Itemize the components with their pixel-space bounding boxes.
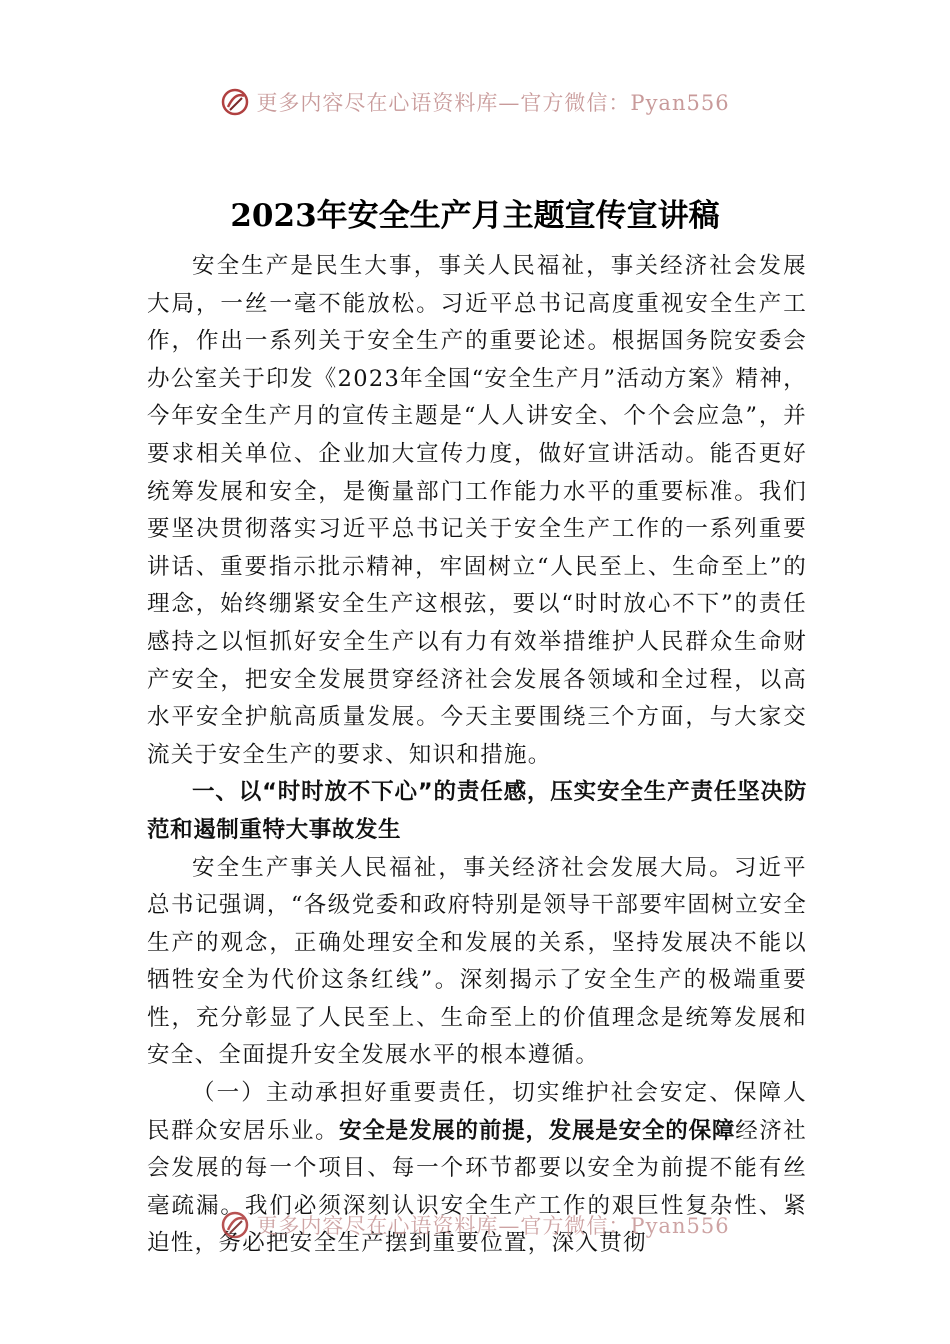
watermark-text: 更多内容尽在心语资料库—官方微信：Pyan556 [256,91,730,115]
watermark-text: 更多内容尽在心语资料库—官方微信：Pyan556 [256,1214,730,1238]
subsection-rest: 经济社会发展的每一个项目、每一个环节都要以安全为前提不能有丝毫疏漏。我们必须深刻认识安全生产工作的艰巨性复杂性、紧迫性，务必把安全生产摆到重要位置，深入贯彻 [147,1117,807,1257]
logo-icon [220,1210,250,1240]
watermark-header [0,82,950,122]
subsection-lead: （一）主动承担好重要责任，切实维护社会安定、保障人民群众安居乐业。 [147,1080,807,1144]
logo-icon [220,87,250,117]
document-title: 2023年安全生产月主题宣传宣讲稿 [230,198,720,234]
paragraph-section1: 安全生产事关人民福祉，事关经济社会发展大局。习近平总书记强调，“各级党委和政府特别是领导干部要牢固树立安全生产的观念，正确处理安全和发展的关系，坚持发展决不能以牺牲安全为代价这条红线”。深刻揭示了安全生产的极端重要性，充分彰显了人民至上、生命至上的价值理念是统筹发展和安全、全面提升安全发展水平的根本遵循。 [147,854,807,1069]
section-heading-1: 一、以“时时放不下心”的责任感，压实安全生产责任坚决防范和遏制重特大事故发生 [147,779,807,843]
bold-emphasis: 安全是发展的前提，发展是安全的保障 [339,1117,736,1144]
paragraph-intro: 安全生产是民生大事，事关人民福祉，事关经济社会发展大局，一丝一毫不能放松。习近平总书记高度重视安全生产工作，作出一系列关于安全生产的重要论述。根据国务院安委会办公室关于印发《2023年全国“安全生产月”活动方案》精神，今年安全生产月的宣传主题是“人人讲安全、个个会应急”，并要求相关单位、企业加大宣传力度，做好宣讲活动。能否更好统筹发展和安全，是衡量部门工作能力水平的重要标准。我们要坚决贯彻落实习近平总书记关于安全生产工作的一系列重要讲话、重要指示批示精神，牢固树立“人民至上、生命至上”的理念，始终绷紧安全生产这根弦，要以“时时放心不下”的责任感持之以恒抓好安全生产以有力有效举措维护人民群众生命财产安全，把安全发展贯穿经济社会发展各领域和全过程，以高水平安全护航高质量发展。今天主要围绕三个方面，与大家交流关于安全生产的要求、知识和措施。 [147,253,807,768]
watermark-footer [0,1205,950,1245]
document-body [147,248,807,1263]
